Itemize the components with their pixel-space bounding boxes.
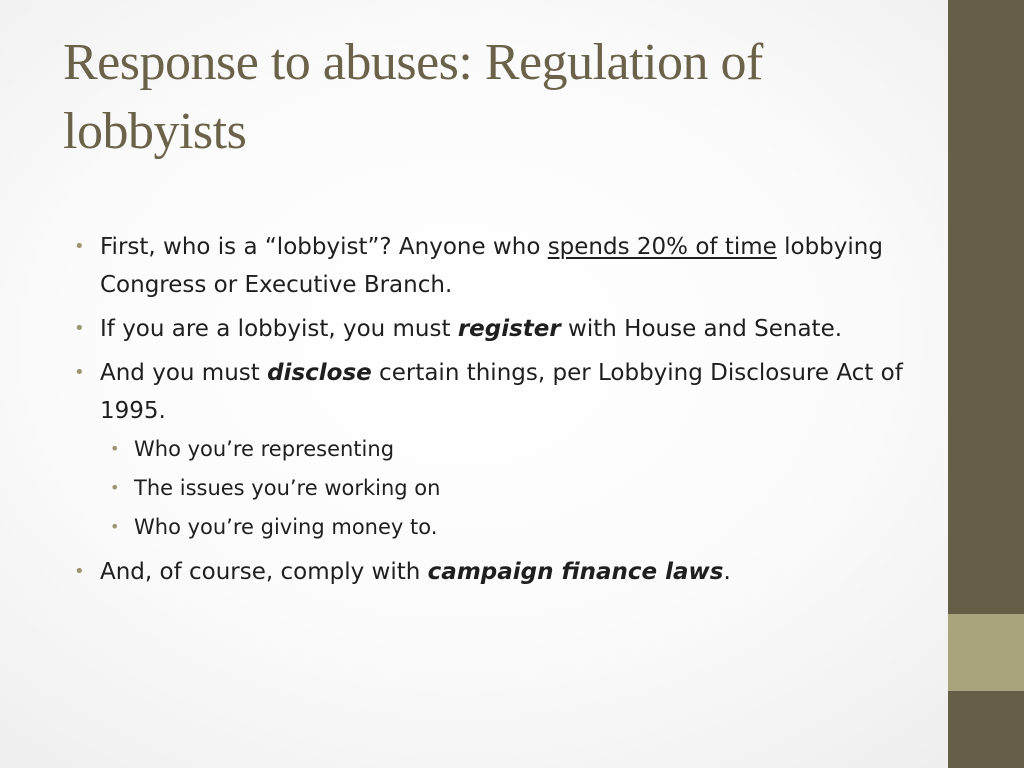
bullet-disclose: [74, 354, 924, 430]
bullet-dot-icon: •: [110, 478, 120, 497]
bullet-text: with House and Senate.: [560, 316, 843, 342]
bullet-dot-icon: •: [74, 236, 85, 257]
bullet-dot-icon: •: [110, 517, 120, 536]
bullet-text: lobbying Congress or Executive Branch.: [100, 234, 883, 298]
bullet-text: .: [723, 559, 731, 585]
sub-bullet-representing: [74, 434, 924, 464]
bullet-text: If you are a lobbyist, you must: [100, 316, 458, 342]
bullet-lobbyist-definition: [74, 228, 924, 304]
bullet-text: And, of course, comply with: [100, 559, 428, 585]
bullet-dot-icon: •: [110, 439, 120, 458]
sub-bullet-text: Who you’re giving money to.: [134, 515, 438, 539]
bullet-text: First, who is a “lobbyist”? Anyone who: [100, 234, 548, 260]
slide-body: [74, 228, 924, 597]
emphasis-disclose: disclose: [267, 360, 372, 386]
sub-bullet-money: [74, 512, 924, 542]
bullet-dot-icon: •: [74, 561, 85, 582]
bullet-dot-icon: •: [74, 362, 85, 383]
bullet-dot-icon: •: [74, 318, 85, 339]
bullet-text: And you must: [100, 360, 268, 386]
sub-bullet-issues: [74, 473, 924, 503]
bullet-text: certain things, per Lobbying Disclosure Act of 1995.: [100, 360, 903, 424]
emphasis-campaign-finance: campaign finance laws: [427, 559, 724, 585]
sidebar-accent-band: [948, 614, 1024, 691]
underlined-phrase: spends 20% of time: [547, 234, 777, 260]
sub-bullet-text: Who you’re representing: [134, 437, 395, 461]
sub-bullet-text: The issues you’re working on: [134, 476, 441, 500]
slide-title: Response to abuses: Regulation of lobbyists: [63, 34, 763, 160]
bullet-campaign-finance: [74, 553, 924, 591]
bullet-register: [74, 310, 924, 348]
emphasis-register: register: [457, 316, 561, 342]
